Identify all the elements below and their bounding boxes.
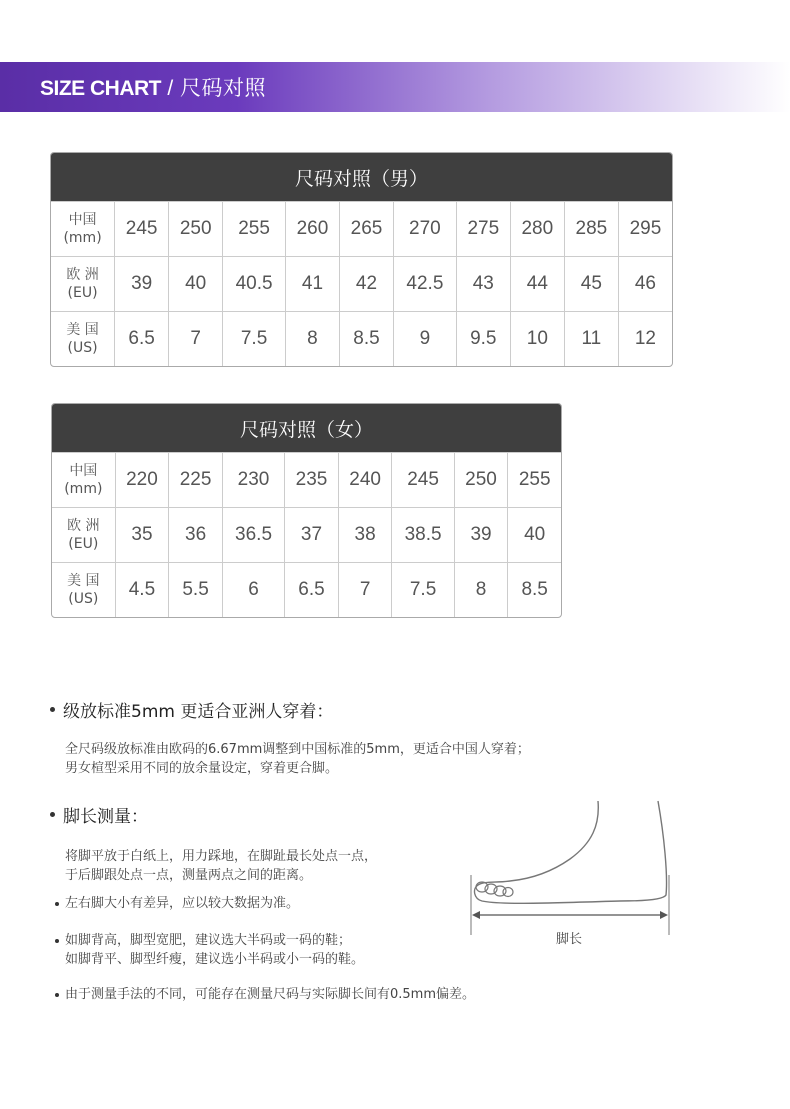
size-cell: 43 xyxy=(456,256,510,311)
table-row xyxy=(52,562,561,617)
size-cell: 40 xyxy=(168,256,222,311)
size-cell: 250 xyxy=(168,201,222,256)
women-size-table xyxy=(51,403,562,618)
note-bullet-2: 如脚背高，脚型宽肥，建议选大半码或一码的鞋； 如脚背平、脚型纤瘦，建议选小半码或小一码的鞋。 xyxy=(55,931,364,969)
size-cell: 41 xyxy=(285,256,339,311)
size-cell: 250 xyxy=(454,452,508,507)
row-label: 欧 洲 (EU) xyxy=(52,507,115,562)
foot-measure-illustration xyxy=(460,795,680,945)
note-bullet-1: 左右脚大小有差异，应以较大数据为准。 xyxy=(55,894,299,913)
size-cell: 42 xyxy=(339,256,393,311)
size-cell: 255 xyxy=(222,201,285,256)
table-row xyxy=(52,507,561,562)
size-cell: 40 xyxy=(507,507,561,562)
size-cell: 8 xyxy=(285,311,339,366)
size-cell: 6.5 xyxy=(114,311,168,366)
row-label: 美 国 (US) xyxy=(51,311,114,366)
bullet-dot xyxy=(50,707,55,712)
size-cell: 8 xyxy=(454,562,508,617)
size-cell: 6 xyxy=(222,562,284,617)
arrow-left-icon xyxy=(472,911,480,919)
men-size-table xyxy=(50,152,673,367)
row-label: 中国 (mm) xyxy=(51,201,114,256)
row-label: 欧 洲 (EU) xyxy=(51,256,114,311)
size-cell: 265 xyxy=(339,201,393,256)
size-cell: 7.5 xyxy=(391,562,453,617)
size-cell: 280 xyxy=(510,201,564,256)
size-cell: 44 xyxy=(510,256,564,311)
size-cell: 225 xyxy=(168,452,222,507)
measure-description: 将脚平放于白纸上，用力踩地，在脚趾最长处点一点， 于后脚跟处点一点，测量两点之间的距离。 xyxy=(65,849,378,883)
size-cell: 6.5 xyxy=(284,562,338,617)
size-cell: 235 xyxy=(284,452,338,507)
size-cell: 230 xyxy=(222,452,284,507)
arrow-right-icon xyxy=(660,911,668,919)
table-title: 尺码对照（男） xyxy=(51,153,672,201)
size-cell: 5.5 xyxy=(168,562,222,617)
size-cell: 8.5 xyxy=(339,311,393,366)
size-cell: 39 xyxy=(454,507,508,562)
size-cell: 245 xyxy=(391,452,453,507)
size-cell: 7 xyxy=(338,562,392,617)
size-cell: 11 xyxy=(564,311,618,366)
size-cell: 4.5 xyxy=(115,562,169,617)
table-row xyxy=(52,452,561,507)
size-cell: 39 xyxy=(114,256,168,311)
foot-length-label: 脚长 xyxy=(556,932,583,947)
size-cell: 12 xyxy=(618,311,672,366)
size-cell: 240 xyxy=(338,452,392,507)
size-cell: 220 xyxy=(115,452,169,507)
size-cell: 245 xyxy=(114,201,168,256)
bullet-dot xyxy=(55,993,59,997)
bullet-dot xyxy=(55,902,59,906)
size-cell: 260 xyxy=(285,201,339,256)
size-cell: 9.5 xyxy=(456,311,510,366)
foot-outline-icon xyxy=(475,801,667,903)
size-cell: 38 xyxy=(338,507,392,562)
size-chart-banner xyxy=(0,62,790,112)
table-row xyxy=(51,311,672,366)
heading-grading-standard: 级放标准5mm 更适合亚洲人穿着： xyxy=(50,697,333,722)
heading-foot-measure: 脚长测量： xyxy=(50,802,148,827)
size-cell: 8.5 xyxy=(507,562,561,617)
size-cell: 36.5 xyxy=(222,507,284,562)
bullet-dot xyxy=(55,939,59,943)
size-cell: 46 xyxy=(618,256,672,311)
size-cell: 7.5 xyxy=(222,311,285,366)
size-cell: 45 xyxy=(564,256,618,311)
size-cell: 255 xyxy=(507,452,561,507)
table-row xyxy=(51,256,672,311)
table-row xyxy=(51,201,672,256)
size-cell: 35 xyxy=(115,507,169,562)
note-bullet-3: 由于测量手法的不同，可能存在测量尺码与实际脚长间有0.5mm偏差。 xyxy=(55,985,475,1004)
size-cell: 295 xyxy=(618,201,672,256)
size-cell: 275 xyxy=(456,201,510,256)
size-cell: 285 xyxy=(564,201,618,256)
toe-icon xyxy=(503,888,513,897)
size-cell: 270 xyxy=(393,201,456,256)
size-cell: 40.5 xyxy=(222,256,285,311)
size-cell: 9 xyxy=(393,311,456,366)
size-cell: 37 xyxy=(284,507,338,562)
table-title: 尺码对照（女） xyxy=(52,404,561,452)
row-label: 美 国 (US) xyxy=(52,562,115,617)
size-cell: 38.5 xyxy=(391,507,453,562)
row-label: 中国 (mm) xyxy=(52,452,115,507)
size-cell: 7 xyxy=(168,311,222,366)
bullet-dot xyxy=(50,812,55,817)
banner-title: SIZE CHART / 尺码对照 xyxy=(40,77,267,100)
size-cell: 42.5 xyxy=(393,256,456,311)
grading-description: 全尺码级放标准由欧码的6.67mm调整到中国标准的5mm，更适合中国人穿着； 男女楦型采用不同的放余量设定，穿着更合脚。 xyxy=(65,742,530,776)
size-cell: 10 xyxy=(510,311,564,366)
toe-icon xyxy=(485,884,497,894)
size-cell: 36 xyxy=(168,507,222,562)
